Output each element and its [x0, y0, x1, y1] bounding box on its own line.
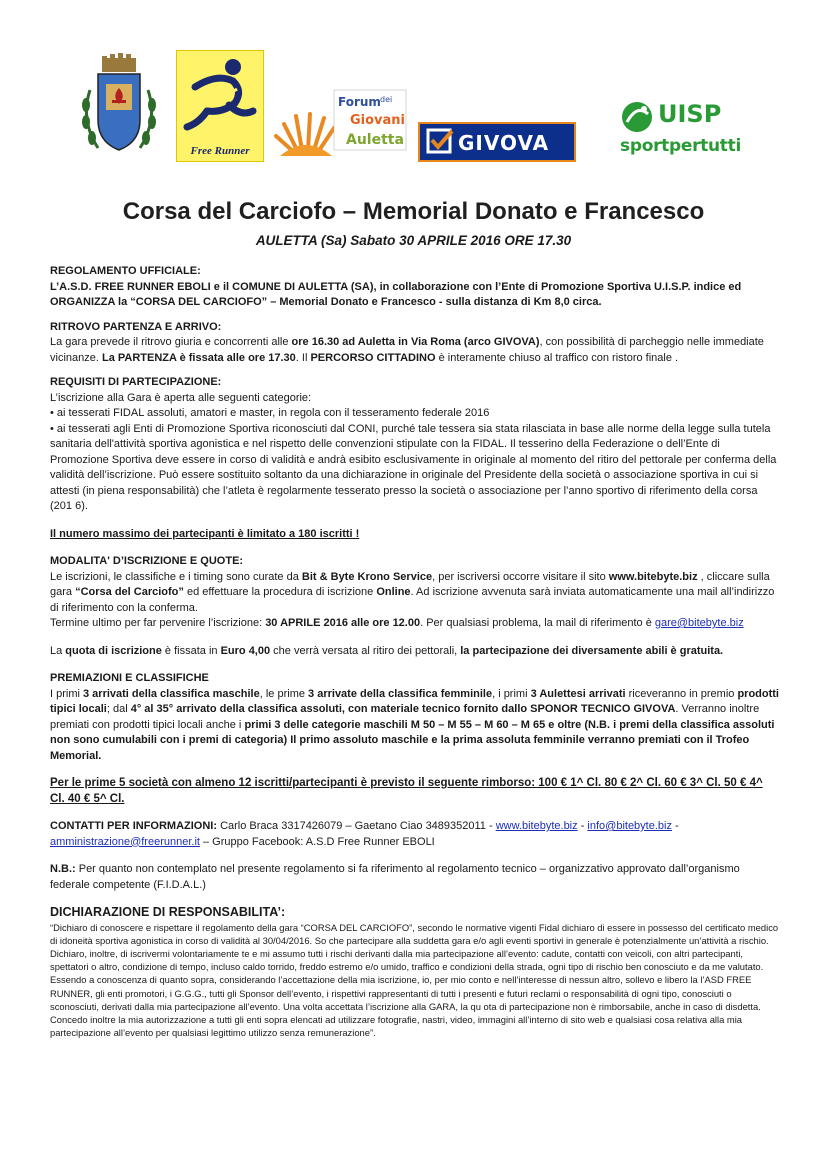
uisp-tagline: sportpertutti — [620, 136, 741, 156]
info-email-link[interactable]: info@bitebyte.biz — [587, 820, 672, 832]
rimborso-note: Per le prime 5 società con almeno 12 iscritti/partecipanti è previsto il seguente rimborso: 100 € 1^ Cl. 80 € 2^ Cl. 60 € 3^ Cl. 50 € 4^ Cl. 40 € 5^ Cl. — [50, 777, 763, 805]
dichiarazione-heading: DICHIARAZIONE DI RESPONSABILITA’: — [50, 905, 286, 919]
requisiti-intro: L’iscrizione alla Gara è aperta alle seguenti categorie: — [50, 391, 312, 404]
bitebyte-site-link[interactable]: www.bitebyte.biz — [495, 820, 578, 832]
modalita-paragraph: Le iscrizioni, le classifiche e i timing sono curate da Bit & Byte Krono Service, per iscriversi occorre visitare il sito www.bitebyte.biz , cliccare sulla gara “Corsa del Carciofo” ed effettuare la procedura di iscrizione Online. Ad iscrizione avvenuta sarà inviata automaticamente una mail all’indirizzo di riferimento con la conferma. — [50, 570, 775, 614]
free-runner-caption: Free Runner — [190, 145, 250, 157]
requisiti-bullet-fidal: • ai tesserati FIDAL assoluti, amatori e master, in regola con il tesseramento federale 2016 — [50, 407, 490, 419]
amministrazione-email-link[interactable]: amministrazione@freerunner.it — [50, 835, 200, 848]
giovani-word: Giovani — [350, 113, 406, 128]
uisp-logo — [620, 100, 742, 162]
max-participants-note: Il numero massimo dei partecipanti è limitato a 180 iscritti ! — [50, 527, 360, 540]
reg-line-1: L’A.S.D. FREE RUNNER EBOLI e il COMUNE DI AULETTA (SA), in collaborazione con l’Ente di Promozione Sportiva U.I.S.P. indice ed — [50, 280, 742, 293]
logo-strip — [0, 0, 827, 175]
requisiti-bullet-eps: • ai tesserati agli Enti di Promozione Sportiva riconosciuti dal CONI, purché tale tessera sia stata rilasciata in base alle norme della legge sulla tutela sanitaria dell'attività sportiva agonistica e nel rispetto delle convenzioni stipulate con la FIDAL. Il tesserino della Federazione o dell’Ente di Promozione Sportiva deve essere in corso di validità e andrà esibito esclusivamente in originale al momento del ritiro del pettorale per conferma della validità dell’iscrizione. Può essere sostituito soltanto da una dichiarazione in originale del Presidente della società o associazione sportiva in cui si attesti (in piena responsabilità) che l’atleta è regolarmente tesserato presso la società o associazione per l’anno sportivo di riferimento della corsa (201 6). — [50, 422, 777, 512]
gare-email-link[interactable]: gare@bitebyte.biz — [654, 617, 744, 629]
ritrovo-heading: RITROVO PARTENZA E ARRIVO: — [50, 320, 222, 333]
dei-word: dei — [380, 95, 393, 104]
forum-word: Forum — [338, 95, 381, 109]
modalita-heading: MODALITA' D’ISCRIZIONE E QUOTE: — [50, 555, 244, 567]
free-runner-logo — [176, 50, 264, 162]
auletta-word: Auletta — [346, 132, 404, 148]
page-title: Corsa del Carciofo – Memorial Donato e Francesco — [122, 198, 705, 225]
regulation-body — [50, 264, 780, 1039]
premiazioni-heading: PREMIAZIONI E CLASSIFICHE — [50, 672, 209, 684]
givova-wordmark: GIVOVA — [458, 131, 550, 155]
auletta-crest-logo — [78, 50, 160, 160]
forum-giovani-logo — [272, 86, 410, 160]
event-date-location: AULETTA (Sa) Sabato 30 APRILE 2016 ORE 17.30 — [255, 233, 572, 248]
reg-heading: REGOLAMENTO UFFICIALE: — [50, 265, 201, 277]
uisp-wordmark: UISP — [658, 100, 722, 128]
nb-paragraph: N.B.: Per quanto non contemplato nel presente regolamento si fa riferimento al regolamento tecnico – organizzativo approvato dall’organismo federale competente (F.I.D.A.L.) — [50, 863, 740, 891]
requisiti-heading: REQUISITI DI PARTECIPAZIONE: — [50, 376, 222, 388]
modalita-deadline: Termine ultimo per far pervenire l’iscrizione: 30 APRILE 2016 alle ore 12.00. Per qualsiasi problema, la mail di riferimento è gare@bitebyte.biz — [50, 617, 744, 629]
dichiarazione-text: “Dichiaro di conoscere e rispettare il regolamento della gara “CORSA DEL CARCIOFO”, secondo le normative vigenti Fidal dichiaro di essere in possesso del certificato medico di idoneità sportiva agonistica in corso di validità al 30/04/2016. So che partecipare alla suddetta gara e/o agli eventi sportivi in generale è potenzialmente un’attività a rischio. Dichiaro, inoltre, di iscrivermi volontariamente te e mi assumo tutti i rischi derivanti dalla mia partecipazione all’evento: cadute, contatti con veicoli, con altri partecipanti, spettatori o altro, condizione di tempo, incluso caldo torrido, freddo estremo e/o umido, traffico e condizioni della strada, ogni tipo di rischio ben conosciuto e da me valutato. Essendo a conoscenza di quanto sopra, considerando l’accettazione della mia iscrizione, io, per mio conto e nell’interesse di nessun altro, sollevo e libero la l’ASD FREE RUNNER, gli enti promotori, i G.G.G., tutti gli Sponsor dell’evento, i rispettivi rappresentanti di tutti i presenti e futuri reclami o responsabilità di ogni tipo, conosciuti o sconosciuti, derivati dalla mia partecipazione all’evento. Una volta accettata l’iscrizione alla GARA, la qu ota di partecipazione non è rimborsabile, anche in caso di disdetta. Concedo inoltre la mia autorizzazione a tutti gli enti sopra elencati ad utilizzare fotografie, nastri, video, immagini all’interno di sito web e qualsiasi cosa relativa alla mia partecipazione all’evento per qualsiasi legittimo utilizzo senza remunerazione”. — [50, 921, 779, 1039]
quota-paragraph: La quota di iscrizione è fissata in Euro 4,00 che verrà versata al ritiro dei pettorali, la partecipazione dei diversamente abili è gratuita. — [50, 644, 724, 657]
contatti-paragraph: CONTATTI PER INFORMAZIONI: Carlo Braca 3317426079 – Gaetano Ciao 3489352011 - www.bitebyte.biz - info@bitebyte.biz - amministrazione@freerunner.it – Gruppo Facebook: A.S.D Free Runner EBOLI — [50, 820, 679, 848]
givova-logo — [418, 122, 576, 162]
premiazioni-paragraph: I primi 3 arrivati della classifica maschile, le prime 3 arrivate della classifica femminile, i primi 3 Aulettesi arrivati riceveranno in premio prodotti tipici locali; dal 4° al 35° arrivato della classifica assoluti, con materiale tecnico fornito dallo SPONOR TECNICO GIVOVA. Verranno inoltre premiati con prodotti tipici locali anche i primi 3 delle categorie maschili M 50 – M 55 – M 60 – M 65 e oltre (N.B. i premi della classifica assoluti non sono cumulabili con i premi di categoria) Il primo assoluto maschile e la prima assoluta femminile verranno premiati con il Trofeo Memorial. — [50, 687, 779, 762]
ritrovo-paragraph: La gara prevede il ritrovo giuria e concorrenti alle ore 16.30 ad Auletta in Via Roma (arco GIVOVA), con possibilità di parcheggio nelle immediate vicinanze. La PARTENZA è fissata alle ore 17.30. Il PERCORSO CITTADINO è interamente chiuso al traffico con ristoro finale . — [50, 336, 764, 364]
reg-line-2: ORGANIZZA la “CORSA DEL CARCIOFO” – Memorial Donato e Francesco - sulla distanza di Km 8,0 circa. — [50, 296, 602, 308]
